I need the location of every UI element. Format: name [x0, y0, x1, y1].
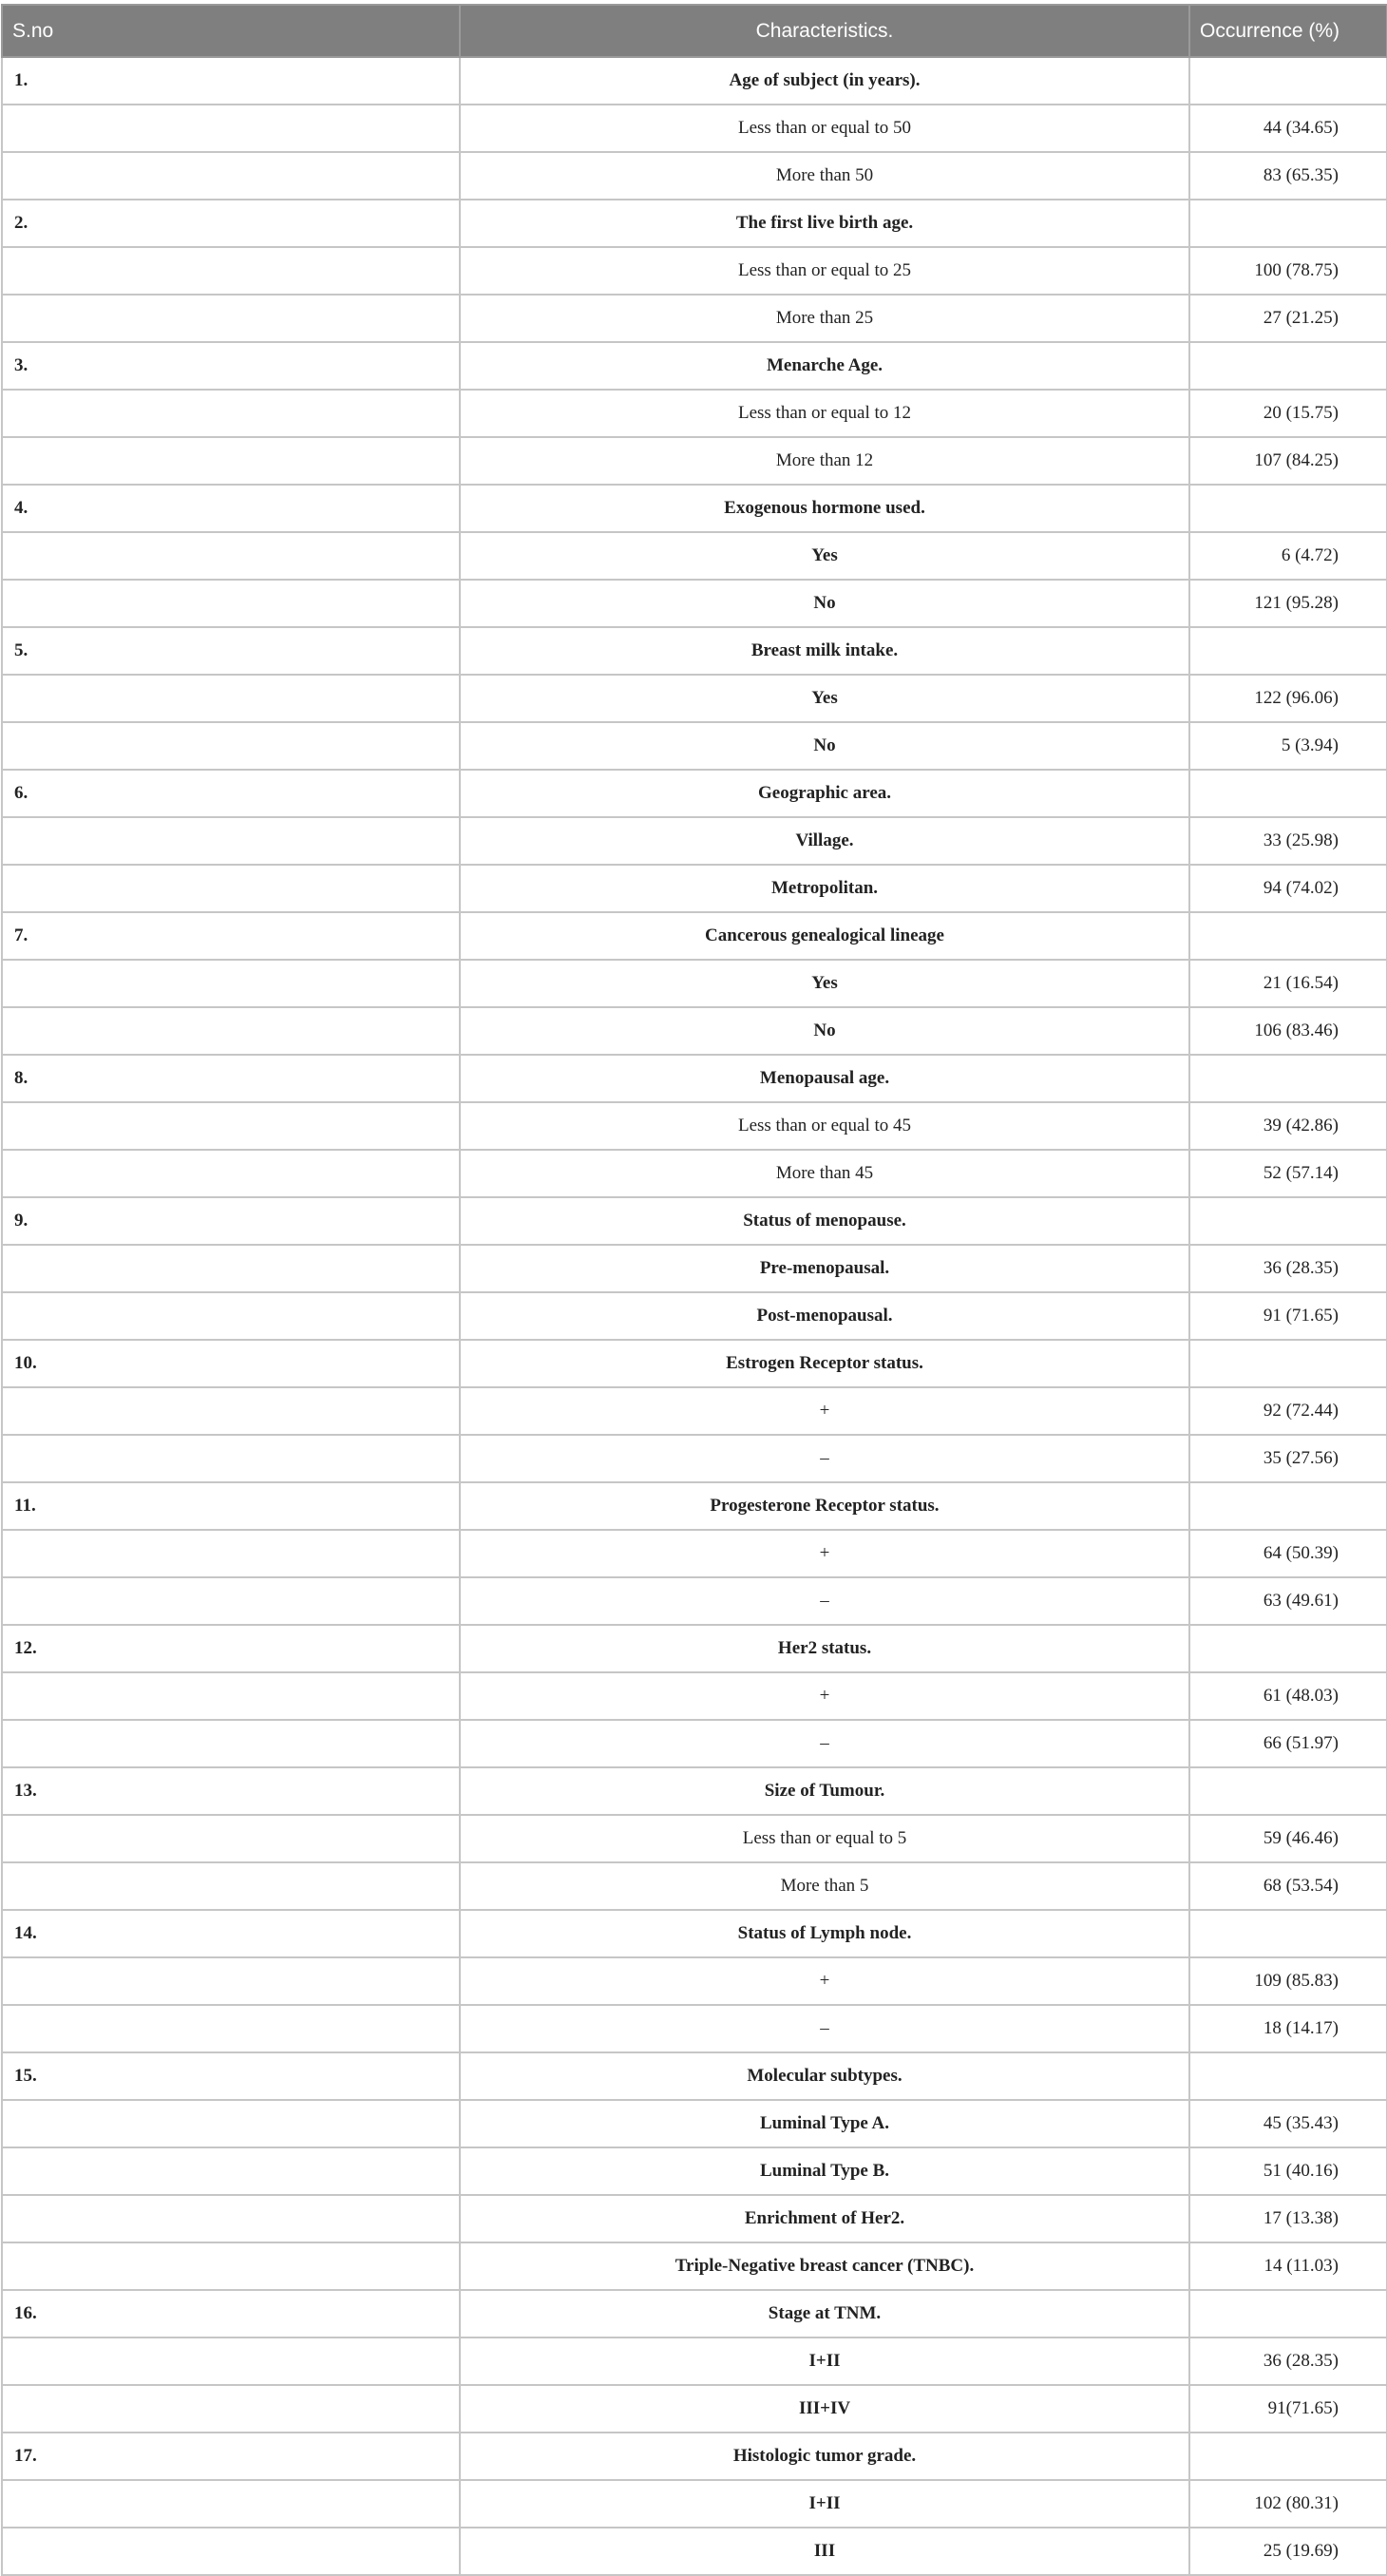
table-header: [2, 5, 1387, 57]
row-characteristic: –: [460, 1435, 1189, 1482]
table-row: [2, 1957, 1387, 2005]
row-occurrence: 33 (25.98): [1189, 817, 1387, 865]
row-sno: [2, 960, 460, 1007]
row-characteristic: Post-menopausal.: [460, 1292, 1189, 1340]
row-characteristic: No: [460, 722, 1189, 770]
row-occurrence: [1189, 770, 1387, 817]
table-row: [2, 152, 1387, 200]
row-characteristic: Luminal Type A.: [460, 2100, 1189, 2147]
row-occurrence: [1189, 2433, 1387, 2480]
row-characteristic: Yes: [460, 960, 1189, 1007]
row-sno: [2, 1292, 460, 1340]
row-characteristic: Less than or equal to 12: [460, 390, 1189, 437]
row-sno: 12.: [2, 1625, 460, 1672]
row-characteristic: +: [460, 1672, 1189, 1720]
row-characteristic: Less than or equal to 45: [460, 1102, 1189, 1150]
table-row: [2, 1055, 1387, 1102]
row-sno: [2, 437, 460, 485]
table-row: [2, 817, 1387, 865]
row-occurrence: 109 (85.83): [1189, 1957, 1387, 2005]
table-row: [2, 1340, 1387, 1387]
row-sno: [2, 1672, 460, 1720]
row-sno: [2, 817, 460, 865]
row-characteristic: Less than or equal to 25: [460, 247, 1189, 295]
table-row: [2, 2100, 1387, 2147]
row-occurrence: 18 (14.17): [1189, 2005, 1387, 2052]
row-characteristic: Yes: [460, 675, 1189, 722]
row-occurrence: 51 (40.16): [1189, 2147, 1387, 2195]
row-sno: [2, 2480, 460, 2528]
table-row: [2, 1862, 1387, 1910]
row-sno: [2, 1957, 460, 2005]
table-row: [2, 437, 1387, 485]
row-characteristic: Luminal Type B.: [460, 2147, 1189, 2195]
row-characteristic: III: [460, 2528, 1189, 2575]
row-sno: [2, 390, 460, 437]
row-occurrence: [1189, 912, 1387, 960]
row-occurrence: [1189, 2052, 1387, 2100]
table-row: [2, 722, 1387, 770]
row-sno: [2, 865, 460, 912]
header-occurrence: Occurrence (%): [1189, 5, 1387, 57]
header-sno: S.no: [2, 5, 460, 57]
row-sno: 9.: [2, 1197, 460, 1245]
row-characteristic: +: [460, 1530, 1189, 1577]
row-sno: 11.: [2, 1482, 460, 1530]
table-row: [2, 2528, 1387, 2575]
row-sno: [2, 2100, 460, 2147]
table-row: [2, 2385, 1387, 2433]
table-row: [2, 2052, 1387, 2100]
row-sno: [2, 722, 460, 770]
row-occurrence: [1189, 200, 1387, 247]
row-characteristic: +: [460, 1957, 1189, 2005]
row-occurrence: 61 (48.03): [1189, 1672, 1387, 1720]
table-row: [2, 2242, 1387, 2290]
row-characteristic: Geographic area.: [460, 770, 1189, 817]
row-occurrence: 6 (4.72): [1189, 532, 1387, 580]
row-occurrence: 91 (71.65): [1189, 1292, 1387, 1340]
row-sno: [2, 2242, 460, 2290]
table-row: [2, 105, 1387, 152]
row-sno: [2, 675, 460, 722]
row-characteristic: –: [460, 1720, 1189, 1767]
row-sno: [2, 1530, 460, 1577]
row-occurrence: 35 (27.56): [1189, 1435, 1387, 1482]
table-row: [2, 2337, 1387, 2385]
row-sno: [2, 580, 460, 627]
row-occurrence: 36 (28.35): [1189, 1245, 1387, 1292]
row-sno: 16.: [2, 2290, 460, 2337]
row-occurrence: 25 (19.69): [1189, 2528, 1387, 2575]
row-occurrence: 5 (3.94): [1189, 722, 1387, 770]
row-characteristic: –: [460, 2005, 1189, 2052]
row-sno: 4.: [2, 485, 460, 532]
table-row: [2, 295, 1387, 342]
row-occurrence: 64 (50.39): [1189, 1530, 1387, 1577]
row-sno: [2, 1245, 460, 1292]
row-characteristic: –: [460, 1577, 1189, 1625]
row-characteristic: More than 5: [460, 1862, 1189, 1910]
row-characteristic: Stage at TNM.: [460, 2290, 1189, 2337]
row-sno: 1.: [2, 57, 460, 105]
table-row: [2, 390, 1387, 437]
row-sno: [2, 1815, 460, 1862]
row-occurrence: [1189, 342, 1387, 390]
row-sno: [2, 105, 460, 152]
table-row: [2, 2147, 1387, 2195]
row-sno: 14.: [2, 1910, 460, 1957]
row-sno: [2, 1102, 460, 1150]
table-row: [2, 1530, 1387, 1577]
row-occurrence: [1189, 1625, 1387, 1672]
row-occurrence: 121 (95.28): [1189, 580, 1387, 627]
row-sno: [2, 1862, 460, 1910]
table-row: [2, 1435, 1387, 1482]
table-row: [2, 2433, 1387, 2480]
table-row: [2, 1815, 1387, 1862]
row-occurrence: [1189, 1767, 1387, 1815]
row-sno: [2, 152, 460, 200]
row-sno: 13.: [2, 1767, 460, 1815]
table-row: [2, 1577, 1387, 1625]
row-sno: [2, 2147, 460, 2195]
row-occurrence: 66 (51.97): [1189, 1720, 1387, 1767]
row-characteristic: III+IV: [460, 2385, 1189, 2433]
row-occurrence: [1189, 2290, 1387, 2337]
table-row: [2, 247, 1387, 295]
row-sno: 3.: [2, 342, 460, 390]
row-characteristic: I+II: [460, 2337, 1189, 2385]
row-occurrence: 94 (74.02): [1189, 865, 1387, 912]
table-row: [2, 865, 1387, 912]
row-occurrence: 68 (53.54): [1189, 1862, 1387, 1910]
row-characteristic: Triple-Negative breast cancer (TNBC).: [460, 2242, 1189, 2290]
row-occurrence: 14 (11.03): [1189, 2242, 1387, 2290]
row-sno: 2.: [2, 200, 460, 247]
row-sno: [2, 2005, 460, 2052]
row-occurrence: [1189, 1340, 1387, 1387]
row-sno: 10.: [2, 1340, 460, 1387]
row-characteristic: Yes: [460, 532, 1189, 580]
row-occurrence: 59 (46.46): [1189, 1815, 1387, 1862]
table-row: [2, 1197, 1387, 1245]
row-characteristic: Molecular subtypes.: [460, 2052, 1189, 2100]
row-sno: [2, 295, 460, 342]
table-row: [2, 2480, 1387, 2528]
row-characteristic: Her2 status.: [460, 1625, 1189, 1672]
row-sno: [2, 2528, 460, 2575]
table-row: [2, 1007, 1387, 1055]
table-row: [2, 2195, 1387, 2242]
row-sno: 5.: [2, 627, 460, 675]
row-occurrence: 106 (83.46): [1189, 1007, 1387, 1055]
row-characteristic: Size of Tumour.: [460, 1767, 1189, 1815]
row-characteristic: Less than or equal to 5: [460, 1815, 1189, 1862]
row-occurrence: 100 (78.75): [1189, 247, 1387, 295]
row-characteristic: Menopausal age.: [460, 1055, 1189, 1102]
row-sno: 7.: [2, 912, 460, 960]
row-occurrence: 39 (42.86): [1189, 1102, 1387, 1150]
table-row: [2, 1672, 1387, 1720]
row-sno: [2, 1387, 460, 1435]
row-occurrence: [1189, 57, 1387, 105]
table-row: [2, 485, 1387, 532]
row-characteristic: Village.: [460, 817, 1189, 865]
row-characteristic: More than 25: [460, 295, 1189, 342]
row-characteristic: I+II: [460, 2480, 1189, 2528]
header-characteristics: Characteristics.: [460, 5, 1189, 57]
row-characteristic: Estrogen Receptor status.: [460, 1340, 1189, 1387]
row-characteristic: Exogenous hormone used.: [460, 485, 1189, 532]
table-row: [2, 1910, 1387, 1957]
row-occurrence: 92 (72.44): [1189, 1387, 1387, 1435]
header-row: [2, 5, 1387, 57]
table-row: [2, 200, 1387, 247]
row-characteristic: Status of Lymph node.: [460, 1910, 1189, 1957]
row-occurrence: [1189, 1910, 1387, 1957]
row-characteristic: Histologic tumor grade.: [460, 2433, 1189, 2480]
row-characteristic: Pre-menopausal.: [460, 1245, 1189, 1292]
row-sno: [2, 1435, 460, 1482]
row-characteristic: +: [460, 1387, 1189, 1435]
row-sno: 15.: [2, 2052, 460, 2100]
table-row: [2, 675, 1387, 722]
row-characteristic: More than 50: [460, 152, 1189, 200]
table-row: [2, 532, 1387, 580]
row-characteristic: No: [460, 1007, 1189, 1055]
row-occurrence: 107 (84.25): [1189, 437, 1387, 485]
row-characteristic: Menarche Age.: [460, 342, 1189, 390]
row-occurrence: [1189, 1055, 1387, 1102]
row-sno: [2, 2337, 460, 2385]
row-occurrence: 83 (65.35): [1189, 152, 1387, 200]
row-sno: [2, 247, 460, 295]
table-row: [2, 1720, 1387, 1767]
row-characteristic: Less than or equal to 50: [460, 105, 1189, 152]
table-row: [2, 2005, 1387, 2052]
row-characteristic: Cancerous genealogical lineage: [460, 912, 1189, 960]
row-sno: 17.: [2, 2433, 460, 2480]
table-row: [2, 1245, 1387, 1292]
row-sno: [2, 1720, 460, 1767]
table-row: [2, 57, 1387, 105]
table-row: [2, 1150, 1387, 1197]
row-occurrence: [1189, 1482, 1387, 1530]
characteristics-table: [1, 4, 1387, 2576]
table-row: [2, 1292, 1387, 1340]
row-occurrence: [1189, 485, 1387, 532]
row-sno: [2, 1007, 460, 1055]
table-row: [2, 770, 1387, 817]
row-characteristic: Progesterone Receptor status.: [460, 1482, 1189, 1530]
row-characteristic: The first live birth age.: [460, 200, 1189, 247]
row-occurrence: 20 (15.75): [1189, 390, 1387, 437]
table-row: [2, 1625, 1387, 1672]
row-characteristic: Age of subject (in years).: [460, 57, 1189, 105]
row-sno: 8.: [2, 1055, 460, 1102]
row-sno: [2, 1577, 460, 1625]
row-characteristic: Metropolitan.: [460, 865, 1189, 912]
table-row: [2, 1102, 1387, 1150]
row-characteristic: No: [460, 580, 1189, 627]
row-occurrence: 45 (35.43): [1189, 2100, 1387, 2147]
table-row: [2, 1767, 1387, 1815]
row-occurrence: 21 (16.54): [1189, 960, 1387, 1007]
table-row: [2, 580, 1387, 627]
row-occurrence: 102 (80.31): [1189, 2480, 1387, 2528]
row-sno: [2, 2195, 460, 2242]
table-row: [2, 1482, 1387, 1530]
table-row: [2, 912, 1387, 960]
row-occurrence: 122 (96.06): [1189, 675, 1387, 722]
row-sno: [2, 532, 460, 580]
table-row: [2, 627, 1387, 675]
row-occurrence: 63 (49.61): [1189, 1577, 1387, 1625]
row-sno: [2, 2385, 460, 2433]
row-characteristic: Enrichment of Her2.: [460, 2195, 1189, 2242]
table-body: [2, 57, 1387, 2575]
row-characteristic: More than 12: [460, 437, 1189, 485]
row-occurrence: 91(71.65): [1189, 2385, 1387, 2433]
row-occurrence: 44 (34.65): [1189, 105, 1387, 152]
row-characteristic: More than 45: [460, 1150, 1189, 1197]
table-row: [2, 342, 1387, 390]
table-row: [2, 2290, 1387, 2337]
row-characteristic: Breast milk intake.: [460, 627, 1189, 675]
row-occurrence: 27 (21.25): [1189, 295, 1387, 342]
row-characteristic: Status of menopause.: [460, 1197, 1189, 1245]
row-occurrence: [1189, 1197, 1387, 1245]
row-occurrence: [1189, 627, 1387, 675]
row-occurrence: 17 (13.38): [1189, 2195, 1387, 2242]
table-row: [2, 1387, 1387, 1435]
table-row: [2, 960, 1387, 1007]
row-sno: [2, 1150, 460, 1197]
row-occurrence: 52 (57.14): [1189, 1150, 1387, 1197]
row-occurrence: 36 (28.35): [1189, 2337, 1387, 2385]
row-sno: 6.: [2, 770, 460, 817]
